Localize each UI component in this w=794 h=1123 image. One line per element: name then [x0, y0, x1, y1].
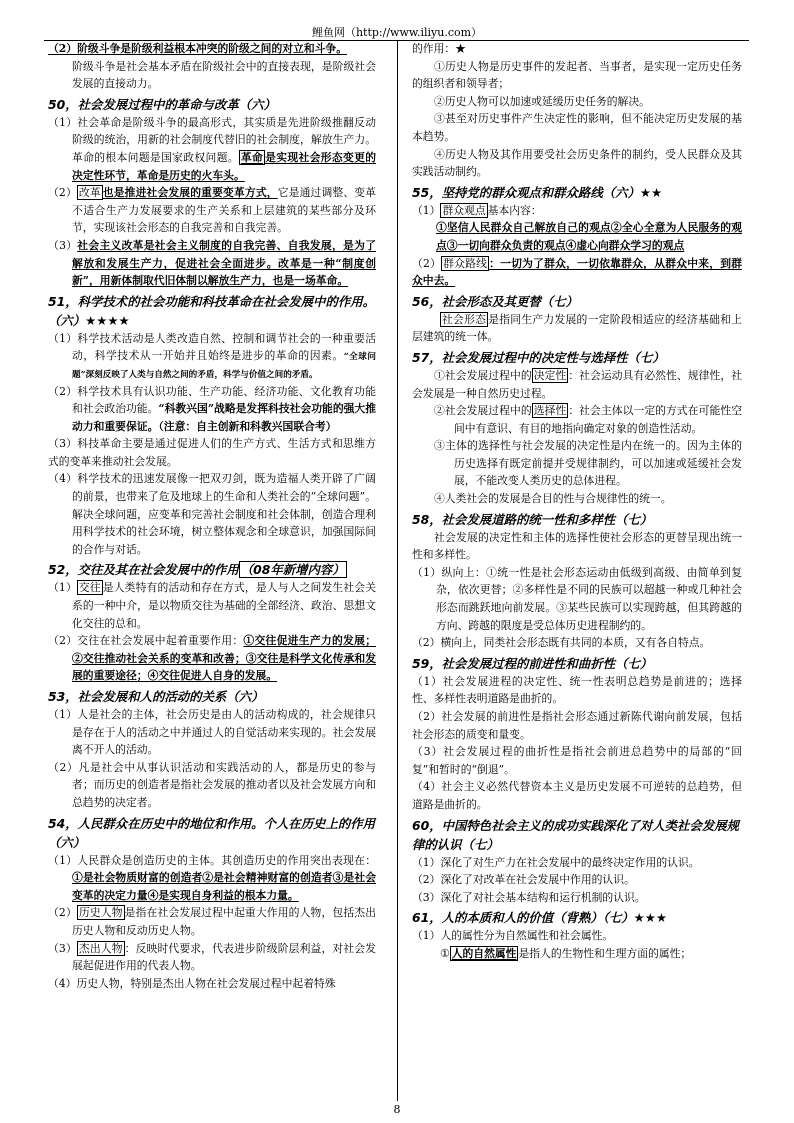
paragraph	[412, 311, 742, 346]
section-heading-59: 59，社会发展过程的前进性和曲折性（七）	[412, 655, 653, 671]
text: ②社会发展过程中的	[434, 404, 532, 418]
section-heading-50: 50，社会发展过程中的革命与改革（六）	[48, 96, 276, 112]
text: ：社会主体以一定的方式在可能性空间中有意识、有目的地指向确定对象的创造性活动。	[454, 404, 742, 435]
paragraph: （1）深化了对生产力在社会发展中的最终决定作用的认识。	[412, 855, 700, 869]
boxed-term: 历史人物	[78, 906, 123, 920]
paragraph	[412, 219, 742, 254]
boxed-term: 群众路线	[443, 256, 488, 270]
paragraph: （1）人是社会的主体，社会历史是由人的活动构成的，社会规律只是存在于人的活动之中并通过人的自觉活动来实现的。社会发展离不开人的活动。	[48, 708, 376, 757]
paragraph	[48, 940, 376, 975]
paragraph	[48, 40, 376, 58]
paragraph	[48, 852, 376, 905]
boxed-term: 革命	[240, 150, 264, 164]
underlined-text: 是实现社会形态变更的决定性环节，革命是历史的火车头。	[72, 150, 377, 182]
paragraph: 的作用：★	[412, 42, 466, 55]
paragraph: ①历史人物是历史事件的发起者、当事者，是实现一定历史任务的组织者和领导者；	[412, 59, 742, 91]
boxed-term: 群众观点	[442, 203, 486, 217]
text: 它是通过调整、变革不适合生产力发展要求的生产关系和上层建筑的某些部分及环节，实现该社会形态的自我完善和自我完善。	[72, 186, 377, 235]
boxed-term: 选择性	[533, 404, 567, 418]
paragraph: （2）深化了对改革在社会发展中作用的认识。	[412, 873, 635, 887]
heading-text: 52，交往及其在社会发展中的作用	[48, 562, 239, 578]
paragraph: （2）社会发展的前进性是指社会形态通过新陈代谢向前发展，包括社会形态的质变和量变。	[412, 710, 742, 741]
underlined-text: ：一切为了群众，一切依靠群众，从群众中来，到群众中去。	[412, 256, 743, 288]
paragraph: 阶级斗争是社会基本矛盾在阶级社会中的直接表现，是阶级社会发展的直接动力。	[72, 59, 376, 91]
boxed-term: 社会形态	[442, 312, 487, 326]
section-heading-56: 56，社会形态及其更替（七）	[412, 293, 578, 309]
paragraph	[48, 237, 376, 290]
right-column	[412, 40, 742, 963]
section-heading-53: 53，社会发展和人的活动的关系（六）	[48, 689, 264, 704]
paragraph	[412, 945, 742, 963]
paragraph: ③主体的选择性与社会发展的决定性是内在统一的。因为主体的历史选择有既定前提并受规律制约，可以加速或延缓社会发展，不能改变人类历史的总体进程。	[434, 439, 742, 488]
boxed-term: 人的自然属性	[451, 946, 517, 960]
paragraph	[48, 904, 376, 939]
text: （2）	[48, 186, 77, 200]
underlined-text: ①是社会物质财富的创造者②是社会精神财富的创造者③是社会变革的决定力量④是实现自身利益的根本力量。	[72, 871, 376, 902]
paragraph: （1）纵向上：①统一性是社会形态运动由低级到高级、由简单到复杂，依次更替；②多样性是不同的民族可以超越一种或几种社会形态而跳跃地向前发展。③某些民族可以实现跨越，但其跨越的方向、跨越的限度是受总体历史进程制约的。	[412, 565, 742, 632]
paragraph	[48, 632, 376, 685]
paragraph	[48, 579, 376, 632]
text: （1）社会革命是阶级斗争的最高形式，其实质是先进阶级推翻反动阶级的统治，用新的社会制度代替旧的社会制度，解放生产力。革命的根本问题是国家政权问题。	[48, 115, 376, 164]
paragraph: （1）人的属性分为自然属性和社会属性。	[412, 929, 614, 943]
section-heading-51: 51，科学技术的社会功能和科技革命在社会发展中的作用。（六）★★★★	[48, 293, 376, 328]
paragraph: （4）社会主义必然代替资本主义是历史发展不可逆转的总趋势，但道路是曲折的。	[412, 780, 742, 811]
text: ：反映时代要求，代表进步阶级阶层利益，对社会发展起促进作用的代表人物。	[72, 941, 377, 973]
paragraph: 社会发展的决定性和主体的选择性使社会形态的更替呈现出统一性和多样性。	[412, 530, 742, 562]
paragraph: （1）社会发展进程的决定性、统一性表明总趋势是前进的；选择性、多样性表明道路是曲折的。	[412, 674, 742, 706]
paragraph: （4）科学技术的迅速发展像一把双刃剑，既为造福人类开辟了广阔的前景，也带来了危及地球上的生命和人类社会的“全球问题”。解决全球问题，应变革和完善社会制度和社会体制，创造合理利用科学技术的社会环境，树立整体观念和全球意识，加强国际间的合作与对话。	[48, 472, 376, 556]
text: 是人类特有的活动和存在方式，是人与人之间发生社会关系的一种中介，是以物质交往为基础的全部经济、政治、思想文化交往的总和。	[72, 581, 377, 630]
text: ①社会发展过程中的	[434, 368, 532, 382]
boxed-term: 交往	[78, 581, 101, 595]
paragraph	[412, 367, 742, 402]
page-number: 8	[393, 1103, 401, 1116]
paragraph: （4）历史人物，特别是杰出人物在社会发展过程中起着特殊	[48, 976, 336, 990]
paragraph: ②历史人物可以加速或延缓历史任务的解决。	[434, 94, 650, 108]
paragraph	[48, 114, 376, 184]
boxed-note: （08年新增内容）	[240, 562, 345, 578]
small-note: “全球问题”深刻反映了人类与自然之间的矛盾，科学与价值之间的矛盾。	[72, 352, 376, 380]
section-heading-55: 55，坚持党的群众观点和群众路线（六）★★	[412, 184, 663, 200]
text: （2）科学技术具有认识功能、生产功能、经济功能、文化教育功能和社会政治功能。	[48, 384, 376, 416]
text: 基本内容：	[487, 203, 542, 217]
boxed-term: 决定性	[533, 368, 567, 382]
text: （3）	[48, 238, 78, 252]
text: （1）人民群众是创造历史的主体。其创造历史的作用突出表现在：	[48, 853, 376, 867]
section-heading-54: 54，人民群众在历史中的地位和作用。个人在历史上的作用（六）	[48, 815, 376, 850]
left-column	[48, 40, 376, 992]
paragraph	[412, 255, 742, 290]
bold-text: “科教兴国”战略是发挥科技社会功能的强大推动力和重要保证。（注意：自主创新和科教兴国联合考）	[72, 402, 377, 433]
paragraph: （3）科技革命主要是通过促进人们的生产方式、生活方式和思维方式的变革来推动社会发展。	[48, 437, 376, 468]
section-heading-58: 58，社会发展道路的统一性和多样性（七）	[412, 511, 653, 527]
boxed-term: 杰出人物	[78, 941, 123, 955]
text: （2）	[48, 906, 77, 920]
text: （2）	[412, 256, 442, 270]
text: ①	[440, 946, 450, 960]
section-heading-52	[48, 560, 376, 579]
underlined-text: 社会主义改革是社会主义制度的自我完善、自我发展，是为了解放和发展生产力，促进社会全面进步。改革是一种“制度创新”，用新体制取代旧体制以解放生产力，也是一场革命。	[72, 238, 376, 288]
paragraph: （2）凡是社会中从事认识活动和实践活动的人，都是历史的参与者；而历史的创造者是指社会发展的推动者以及社会发展方向和总趋势的决定者。	[48, 760, 376, 809]
text: 是指人的生物性和生理方面的属性；	[518, 946, 692, 960]
paragraph	[412, 402, 742, 437]
paragraph: （3）深化了对社会基本结构和运行机制的认识。	[412, 890, 646, 904]
underlined-text: （2）阶级斗争是阶级利益根本冲突的阶级之间的对立和斗争。	[48, 42, 348, 55]
boxed-term: 改革	[78, 186, 101, 200]
text: 是指同生产力发展的一定阶段相适应的经济基础和上层建筑的统一体。	[412, 312, 743, 344]
paragraph: （3）社会发展过程的曲折性是指社会前进总趋势中的局部的“回复”和暂时的“倒退”。	[412, 745, 742, 776]
text: 是指在社会发展过程中起重大作用的人物，包括杰出历史人物和反动历史人物。	[72, 906, 377, 937]
text: （1）	[48, 581, 77, 595]
column-divider	[397, 41, 398, 1101]
text: （2）交往在社会发展中起着重要作用：	[48, 634, 244, 648]
page-header: 鲤鱼网（http://www.iliyu.com）	[311, 26, 483, 39]
section-heading-60: 60，中国特色社会主义的成功实践深化了对人类社会发展规律的认识（七）	[412, 817, 740, 852]
underlined-text: 也是推进社会发展的重要变革方式，	[102, 186, 278, 200]
paragraph: ④人类社会的发展是合目的性与合规律性的统一。	[434, 492, 672, 506]
underlined-text: ①坚信人民群众自己解放自己的观点②全心全意为人民服务的观点③一切向群众负责的观点④虚心向群众学习的观点	[436, 221, 742, 252]
paragraph	[412, 202, 742, 220]
text: （3）	[48, 941, 77, 955]
text: （1）科学技术活动是人类改造自然、控制和调节社会的一种重要活动，科学技术从一开始并且始终是进步的革命的因素。	[48, 331, 376, 363]
text: （1）	[412, 203, 441, 217]
paragraph	[48, 383, 376, 436]
paragraph: （2）横向上，同类社会形态既有共同的本质，又有各自特点。	[412, 636, 711, 650]
paragraph: ④历史人物及其作用要受社会历史条件的制约，受人民群众及其实践活动制约。	[412, 147, 742, 179]
paragraph	[48, 184, 376, 237]
paragraph: ③甚至对历史事件产生决定性的影响，但不能决定历史发展的基本趋势。	[412, 112, 742, 143]
paragraph	[48, 330, 376, 383]
underlined-text: ①交往促进生产力的发展；②交往推动社会关系的变革和改善；③交往是科学文化传承和发展的重要途径；④交往促进人自身的发展。	[72, 634, 376, 683]
section-heading-61: 61，人的本质和人的价值（背熟）（七）★★★	[412, 910, 668, 926]
text: ：社会运动具有必然性、规律性，社会发展是一种自然历史过程。	[412, 368, 742, 400]
section-heading-57: 57，社会发展过程中的决定性与选择性（七）	[412, 349, 665, 365]
